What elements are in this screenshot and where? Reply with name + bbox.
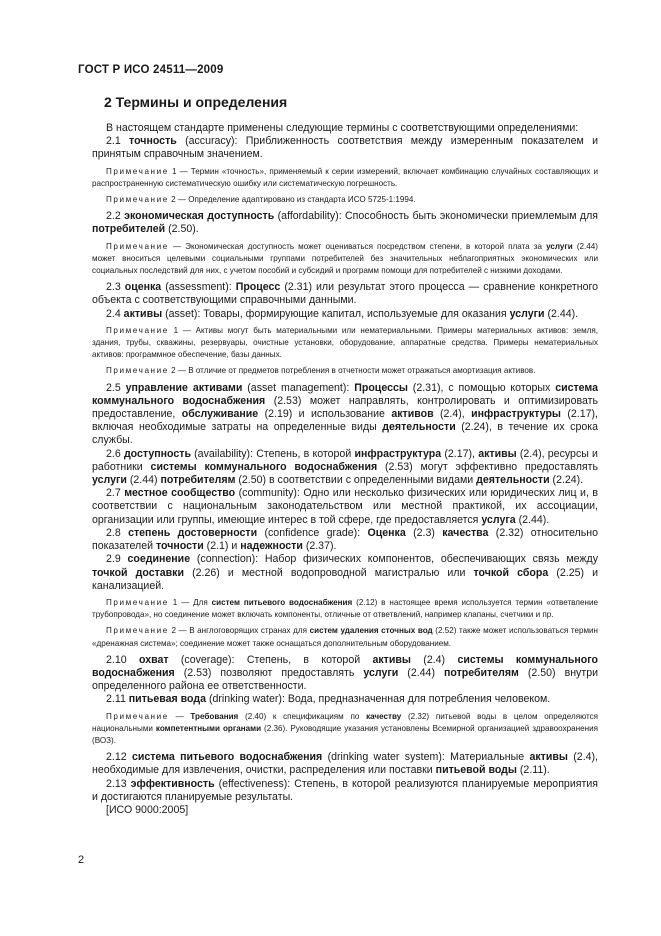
term-bold: Требования <box>190 711 239 721</box>
text-run: — <box>168 711 191 721</box>
text-run: (2.24), в течение их срока службы. <box>92 421 598 447</box>
term-bold: степень достоверности <box>128 526 258 539</box>
text-run: (2.50) в соответствии с определенными видами <box>235 474 477 487</box>
text-run: (2.4), необходимые для извлечения, очистки, распределения или поставки <box>92 751 598 777</box>
term-paragraph <box>92 527 598 553</box>
term-bold: услуги <box>92 474 127 487</box>
term-paragraph <box>92 448 598 488</box>
text-run: (2.52) также может использоваться термин «дренажная система»; соединение может также оснащаться дополнительным оборудованием. <box>92 626 599 648</box>
term-paragraph <box>92 778 598 804</box>
term-bold: Оценка <box>367 526 406 539</box>
term-paragraph <box>92 135 598 161</box>
term-bold: охват <box>138 653 169 666</box>
text-run: (2.31) или результат этого процесса — сравнение конкретного объекта с соответствующими справочными данными. <box>92 281 598 307</box>
note-label: Примечание <box>106 597 169 607</box>
note-paragraph <box>92 325 598 362</box>
text-run: (effectiveness): Степень, в которой реализуются планируемые мероприятия и достигаются планируемые результаты. <box>92 777 598 803</box>
term-bold: оценка <box>124 281 162 294</box>
text-run: 2.4 <box>106 307 124 320</box>
text-run: (availability): Степень, в которой <box>190 447 355 460</box>
term-paragraph <box>92 693 598 706</box>
term-paragraph <box>92 382 598 448</box>
term-bold: надежности <box>240 540 303 553</box>
term-bold: инфраструктуры <box>471 408 561 421</box>
note-paragraph <box>92 166 598 190</box>
term-bold: активы <box>529 751 568 764</box>
text-run: (2.4), ресурсы и работники <box>92 447 598 473</box>
term-bold: потребителям <box>160 474 236 487</box>
note-paragraph <box>92 711 598 748</box>
text-run: 2.8 <box>106 526 129 539</box>
text-run: В настоящем стандарте применены следующие термины с соответствующими определениями: <box>106 122 579 134</box>
term-bold: точность <box>129 135 177 148</box>
note-label: Примечание <box>106 711 169 721</box>
text-run: (2.19) и использование <box>258 408 392 421</box>
note-label: Примечание <box>106 325 169 335</box>
text-run: [ИСО 9000:2005] <box>106 803 189 816</box>
text-run: (2.31), с помощью которых <box>407 381 556 394</box>
text-run: (2.36). Руководящие указания установлены Всемирной организацией здравоохранения (ВОЗ). <box>92 723 598 745</box>
note-paragraph <box>92 365 598 377</box>
text-run: 1 — Для <box>168 597 212 607</box>
text-run: (2.32) относительно показателей <box>92 526 598 553</box>
term-bold: активы <box>478 447 517 460</box>
term-bold: потребителей <box>92 223 166 236</box>
text-run: (coverage): Степень, в которой <box>168 653 373 666</box>
text-run: 2 — В англоговорящих странах для <box>168 626 310 636</box>
term-bold: точкой доставки <box>92 566 184 579</box>
note-paragraph <box>92 625 598 649</box>
note-label: Примечание <box>106 241 169 251</box>
text-run: (2.17), включая необходимые затраты на определенные виды <box>92 408 598 434</box>
text-run: (connection): Набор физических компонентов, обеспечивающих связь между <box>190 553 598 566</box>
text-run: (asset): Товары, формирующие капитал, используемые для оказания <box>162 307 510 320</box>
text-run: 2.3 <box>106 281 125 294</box>
term-bold: деятельности <box>382 421 456 434</box>
text-run: 1 — Термин «точность», применяемый к серии измерений, включает комбинацию случайных составляющих и распространенную систематическую ошибку или систематическую погрешность. <box>92 166 598 188</box>
text-run: 2.7 <box>106 487 125 500</box>
page-number: 2 <box>78 854 85 866</box>
text-run: (drinking water system): Материальные <box>322 751 530 764</box>
term-bold: качества <box>442 526 489 539</box>
term-bold: эффективность <box>130 777 215 790</box>
text-run: (2.53) может направлять, контролировать и оптимизировать предоставление, <box>92 394 598 421</box>
text-run: (2.40) к спецификациям по <box>238 711 367 721</box>
text-run: (confidence grade): <box>257 526 368 539</box>
text-run: (2.3) <box>405 526 443 539</box>
term-paragraph <box>92 751 598 777</box>
term-bold: питьевая вода <box>128 693 206 706</box>
text-run: (2.12) в настоящее время используется термин «ответвление трубопровода», но соединение может включать компоненты, отличные от ответвлений, например клапаны, счетчики и пр. <box>92 597 598 620</box>
text-run: (2.44) <box>126 474 161 487</box>
term-bold: системы коммунального водоснабжения <box>92 653 598 679</box>
note-paragraph <box>92 597 598 621</box>
text-run: 2.12 <box>106 751 132 764</box>
term-bold: экономическая доступность <box>124 210 275 223</box>
term-bold: доступность <box>123 447 191 460</box>
note-label: Примечание <box>106 626 169 636</box>
document-body <box>92 122 598 817</box>
text-run: 2 — В отличие от предметов потребления в отчетности может отражаться амортизация активов. <box>168 366 536 376</box>
term-paragraph <box>92 487 598 527</box>
text-run: (2.37). <box>302 540 337 553</box>
term-bold: Процесс <box>235 281 281 294</box>
term-paragraph <box>92 281 598 307</box>
term-bold: услуги <box>509 307 545 320</box>
text-run: 2.11 <box>106 693 129 706</box>
term-bold: услуги <box>546 241 573 251</box>
text-run: (2.4), <box>433 408 472 421</box>
text-run: 2.13 <box>106 777 131 790</box>
text-run: (accuracy): Приближенность соответствия между измеренным показателем и принятым справочным значением. <box>92 135 598 161</box>
term-bold: активов <box>391 408 434 421</box>
term-bold: питьевой воды <box>435 764 517 777</box>
text-run: 2 — Определение адаптировано из стандарта ИСО 5725-1:1994. <box>168 195 416 205</box>
text-run: 2.1 <box>106 135 130 148</box>
term-bold: услуга <box>481 513 516 526</box>
term-bold: инфраструктура <box>354 447 442 460</box>
text-run: (2.24). <box>549 474 584 487</box>
text-run: — Экономическая доступность может оцениваться посредством степени, в которой плата за <box>168 241 547 251</box>
text-run: (2.1) и <box>203 540 241 553</box>
text-run: (2.44) может вноситься целевыми социальными группами потребителей без значительных неблагоприятных экономических или социальных последствий для них, с учетом пособий и субсидий и программ помощи для потребителей с низкими доходами. <box>92 241 598 276</box>
term-bold: управление активами <box>125 381 243 394</box>
term-bold: компетентными органами <box>155 723 262 733</box>
term-bold: точкой сбора <box>473 566 549 579</box>
term-bold: качеству <box>366 711 402 721</box>
text-run: (2.17), <box>441 447 479 460</box>
term-paragraph <box>92 210 598 236</box>
term-bold: систем удаления сточных вод <box>309 626 433 636</box>
text-run: (2.11). <box>516 764 550 777</box>
text-run: (affordability): Способность быть экономически приемлемым для <box>274 210 599 223</box>
term-paragraph <box>92 308 598 321</box>
text-run: (2.53) могут эффективно предоставлять <box>377 460 598 473</box>
note-label: Примечание <box>106 195 169 205</box>
term-bold: активы <box>372 653 411 666</box>
text-run: 2.10 <box>106 653 139 666</box>
text-run: 1 — Активы могут быть материальными или нематериальными. Примеры материальных активов: земля, здания, трубы, скважины, резервуары, очистные установки, оборудование, аппаратные средства. Примеры нематериальных активов: программное обеспечение, базы данных. <box>92 325 598 360</box>
term-bold: систем питьевого водоснабжения <box>211 597 353 607</box>
term-bold: услуги <box>363 666 399 679</box>
term-bold: соединение <box>127 553 191 566</box>
note-label: Примечание <box>106 166 169 176</box>
term-bold: потребителям <box>443 666 519 679</box>
text-run: (2.44). <box>544 307 579 320</box>
term-bold: активы <box>123 307 163 320</box>
term-bold: обслуживание <box>181 408 259 421</box>
term-bold: деятельности <box>476 474 550 487</box>
text-run: 2.9 <box>106 553 128 566</box>
text-run: 2.5 <box>106 381 126 394</box>
term-bold: системы коммунального водоснабжения <box>150 460 378 473</box>
text-run: (2.26) и местной водопроводной магистралью или <box>184 566 474 579</box>
text-run: 2.6 <box>106 447 124 460</box>
term-paragraph <box>92 804 598 817</box>
term-bold: местное сообщество <box>124 487 236 500</box>
text-run: (community): Одно или несколько физических или юридических лиц и, в соответствии с национальным законодательством или местной практикой, их ассоциации, организации или группы, имеющие интерес в той сфере, где предоставляется <box>92 487 598 526</box>
term-paragraph <box>92 553 598 593</box>
term-bold: точности <box>156 540 204 553</box>
term-bold: система коммунального водоснабжения <box>92 381 599 407</box>
text-run: (2.53) позволяют предоставлять <box>174 666 364 679</box>
text-run: (2.50) внутри определенного района ее ответственности. <box>92 666 599 693</box>
text-run: (2.44). <box>515 513 550 526</box>
document-header: ГОСТ Р ИСО 24511—2009 <box>78 64 224 76</box>
text-run: 2.2 <box>106 210 125 223</box>
note-label: Примечание <box>106 366 169 376</box>
term-bold: Процессы <box>354 381 408 394</box>
term-bold: система питьевого водоснабжения <box>131 751 323 764</box>
text-run: (2.25) и канализацией. <box>92 566 599 592</box>
note-paragraph <box>92 241 598 278</box>
text-run: (drinking water): Вода, предназначенная для потребления человеком. <box>206 693 551 706</box>
text-run: (2.50). <box>165 223 199 236</box>
text-run: (2.32) питьевой воды в целом определяются национальными <box>92 711 599 733</box>
note-paragraph <box>92 194 598 206</box>
text-run: (asset management): <box>242 381 355 394</box>
term-paragraph <box>92 654 598 694</box>
term-paragraph <box>92 122 598 135</box>
text-run: (2.4) <box>410 653 458 666</box>
text-run: (assessment): <box>161 281 236 294</box>
text-run: (2.44) <box>398 666 444 679</box>
section-title: 2 Термины и определения <box>104 94 288 110</box>
